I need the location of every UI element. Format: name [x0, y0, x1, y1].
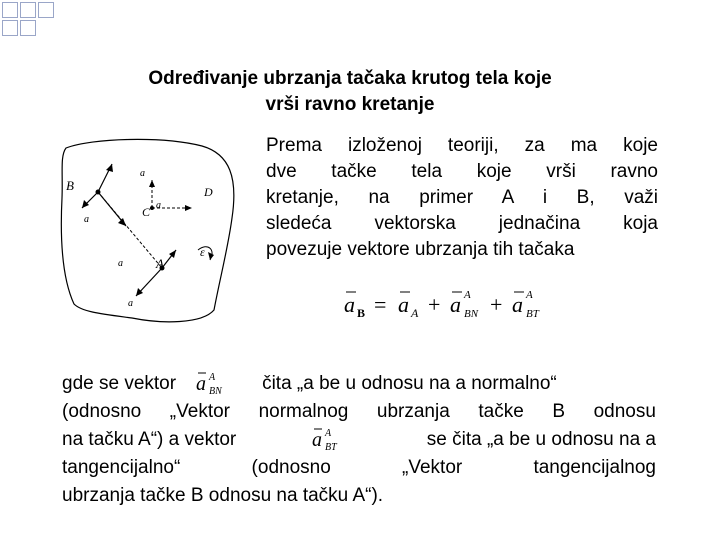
- word: tangencijalno“: [62, 457, 181, 478]
- svg-text:A: A: [411, 306, 419, 320]
- body-outline: [61, 139, 234, 321]
- word: „Vektor: [169, 401, 230, 422]
- svg-text:BT: BT: [324, 442, 337, 452]
- svg-text:a: a: [450, 292, 461, 317]
- intro-line-3: kretanje, na primer A i B, važi: [266, 187, 658, 208]
- explanation-l3-b: se čita „a be u odnosu na a: [426, 429, 656, 450]
- word: tačke: [478, 401, 524, 422]
- explanation-l5: ubrzanja tačke B odnosu na tačku A“).: [62, 485, 384, 506]
- explanation-l3-a: na tačku A“) a vektor: [62, 429, 237, 450]
- explanation-line-2: [62, 398, 656, 426]
- vector-bt: [310, 426, 354, 452]
- page-title: [80, 66, 620, 118]
- word: tangencijalnog: [533, 457, 656, 478]
- explanation-line-5: [62, 482, 656, 510]
- svg-text:a: a: [118, 258, 123, 269]
- svg-text:A: A: [464, 289, 471, 301]
- intro-line-4: sledeća vektorska jednačina koja: [266, 213, 658, 234]
- explanation-line-1: [62, 370, 656, 398]
- rigid-body-diagram: [52, 128, 252, 328]
- svg-text:a: a: [84, 214, 89, 225]
- svg-text:A: A: [209, 372, 216, 383]
- word: normalnog: [258, 401, 349, 422]
- word: B: [552, 401, 566, 422]
- corner-decoration: [0, 0, 60, 40]
- label-d: D: [204, 185, 213, 199]
- title-line-1: Određivanje ubrzanja tačaka krutog tela koje: [148, 68, 552, 89]
- intro-paragraph: [266, 133, 658, 263]
- label-b: B: [66, 178, 74, 193]
- word: (odnosno: [251, 457, 331, 478]
- svg-text:BN: BN: [209, 386, 222, 396]
- svg-text:BT: BT: [526, 308, 539, 320]
- vector-bn: [194, 370, 238, 396]
- svg-text:=: =: [374, 292, 387, 317]
- svg-text:A: A: [324, 428, 331, 439]
- explanation-l1-b: čita „a be u odnosu na a normalno“: [262, 373, 557, 394]
- svg-text:B: B: [357, 306, 366, 320]
- intro-line-5: povezuje vektore ubrzanja tih tačaka: [266, 239, 575, 260]
- svg-text:A: A: [526, 289, 533, 301]
- svg-text:+: +: [490, 292, 503, 317]
- label-epsilon: ε: [200, 245, 205, 259]
- label-c: C: [142, 205, 151, 219]
- word: (odnosno: [62, 401, 142, 422]
- svg-text:a: a: [311, 429, 322, 451]
- svg-text:a: a: [140, 168, 145, 179]
- title-line-2: vrši ravno kretanje: [265, 94, 435, 115]
- svg-text:a: a: [156, 200, 161, 211]
- word: ubrzanja: [376, 401, 450, 422]
- acceleration-equation: [340, 282, 560, 322]
- intro-line-1: Prema izloženoj teoriji, za ma koje: [266, 135, 658, 156]
- explanation-line-4: [62, 454, 656, 482]
- word: odnosu: [593, 401, 656, 422]
- svg-text:BN: BN: [464, 308, 479, 320]
- svg-text:a: a: [344, 292, 355, 317]
- explanation-paragraph: [62, 370, 656, 510]
- intro-line-2: dve tačke tela koje vrši ravno: [266, 161, 658, 182]
- explanation-line-3: [62, 426, 656, 454]
- svg-text:a: a: [196, 373, 207, 395]
- svg-text:+: +: [428, 292, 441, 317]
- label-a: A: [156, 256, 164, 271]
- svg-text:a: a: [398, 292, 409, 317]
- explanation-l1-a: gde se vektor: [62, 373, 177, 394]
- word: „Vektor: [402, 457, 463, 478]
- svg-text:a: a: [512, 292, 523, 317]
- svg-text:a: a: [128, 298, 133, 309]
